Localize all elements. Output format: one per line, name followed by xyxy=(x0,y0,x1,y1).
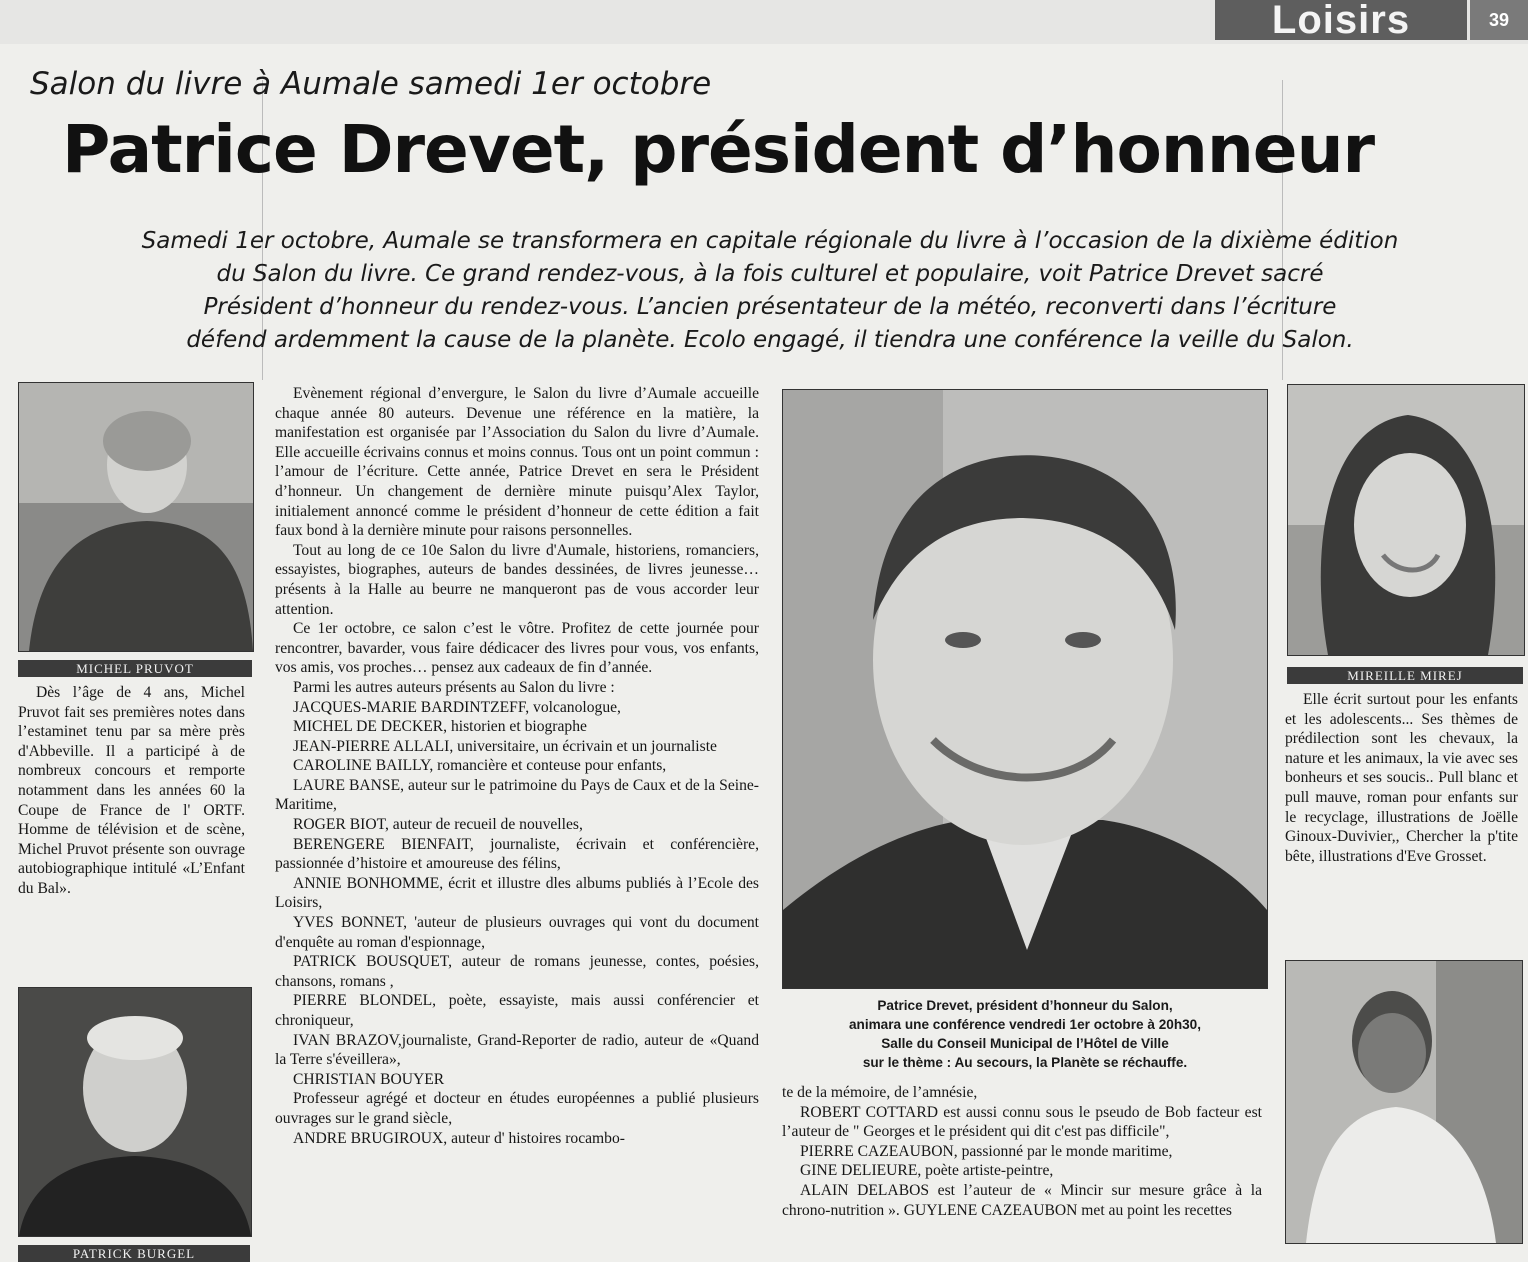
paragraph: ROBERT COTTARD est aussi connu sous le pseudo de Bob facteur est l’auteur de " Georges et le président qui dit c'est pas difficile", xyxy=(782,1103,1262,1141)
article-headline: Patrice Drevet, président d’honneur xyxy=(62,111,1375,188)
photo-label: PATRICK BURGEL xyxy=(18,1245,250,1262)
paragraph: te de la mémoire, de l’amnésie, xyxy=(782,1084,978,1101)
portrait-photo-michel-pruvot xyxy=(18,382,254,652)
sidebar-left-text xyxy=(18,683,245,899)
caption-line: animara une conférence vendredi 1er octobre à 20h30, xyxy=(848,1017,1202,1032)
paragraph: Elle écrit surtout pour les enfants et les adolescents... Ses thèmes de prédilection sont les chevaux, la nature et les animaux, la vie avec ses bonheurs et ses soucis.. Pull blanc et pull mauve, roman pour enfants sur le recyclage, illustrations de Joëlle Ginoux-Duvivier,, Chercher la p'tite bête, illustrations d'Eve Grosset. xyxy=(1285,691,1518,865)
article-standfirst xyxy=(20,225,1520,357)
paragraph: GINE DELIEURE, poète artiste-peintre, xyxy=(800,1162,1054,1180)
paragraph: ALAIN DELABOS est l’auteur de « Mincir sur mesure grâce à la chrono-nutrition ». GUYLENE CAZEAUBON met au point les recettes xyxy=(782,1181,1262,1219)
paragraph: PIERRE BLONDEL, poète, essayiste, mais aussi conférencier et chroniqueur, xyxy=(275,992,759,1029)
portrait-photo-patrice-drevet xyxy=(782,389,1268,989)
paragraph: ANNIE BONHOMME, écrit et illustre dles albums publiés à l’Ecole des Loisirs, xyxy=(275,874,759,912)
paragraph: PIERRE CAZEAUBON, passionné par le monde maritime, xyxy=(800,1142,1173,1160)
article-body-main xyxy=(275,384,759,1148)
paragraph: YVES BONNET, 'auteur de plusieurs ouvrages qui vont du document d'enquête au roman d'espionnage, xyxy=(275,914,759,951)
portrait-photo-patrick-burgel xyxy=(18,987,252,1237)
caption-line: Patrice Drevet, président d’honneur du Salon, xyxy=(877,998,1173,1013)
paragraph: JACQUES-MARIE BARDINTZEFF, volcanologue, xyxy=(293,698,621,716)
standfirst-line: défend ardemment la cause de la planète. Ecolo engagé, il tiendra une conférence la veille du Salon. xyxy=(186,327,1354,353)
page-number: 39 xyxy=(1470,0,1528,40)
portrait-photo-chef xyxy=(1285,960,1523,1244)
paragraph: LAURE BANSE, auteur sur le patrimoine du Pays de Caux et de la Seine-Maritime, xyxy=(275,776,759,814)
standfirst-line: Samedi 1er octobre, Aumale se transformera en capitale régionale du livre à l’occasion de la dixième édition xyxy=(141,228,1399,254)
main-photo-caption xyxy=(790,996,1260,1072)
paragraph: MICHEL DE DECKER, historien et biographe xyxy=(293,718,587,736)
paragraph: Evènement régional d’envergure, le Salon du livre d’Aumale accueille chaque année 80 auteurs. Devenue une référence en la matière, la manifestation est organisée par l’Association du Salon du livre d’Aumale. Elle accueille écrivains connus et moins connus. Tous ont un point commun : l’amour de l’écriture. Cette année, Patrice Drevet en sera le Président d’honneur. Un changement de dernière minute puisqu’Alex Taylor, initialement annoncé comme le président d’honneur de cette édition a fait faux bond à la dernière minute pour raisons personnelles. xyxy=(275,385,759,540)
section-title: Loisirs xyxy=(1215,0,1467,40)
paragraph: CHRISTIAN BOUYER xyxy=(293,1070,445,1088)
photo-label: MICHEL PRUVOT xyxy=(18,660,252,677)
standfirst-line: du Salon du livre. Ce grand rendez-vous, à la fois culturel et populaire, voit Patrice Drevet sacré xyxy=(216,261,1324,287)
paragraph: PATRICK BOUSQUET, auteur de romans jeunesse, contes, poésies, chansons, romans , xyxy=(275,953,759,990)
paragraph: IVAN BRAZOV,journaliste, Grand-Reporter de radio, auteur de «Quand la Terre s'éveillera», xyxy=(275,1031,759,1069)
paragraph: Ce 1er octobre, ce salon c’est le vôtre. Profitez de cette journée pour rencontrer, bavarder, vous faire dédicacer des livres pour vous, vos enfants, vos amis, vos proches… pensez aux cadeaux de fin d’année. xyxy=(275,620,759,677)
caption-line: sur le thème : Au secours, la Planète se réchauffe. xyxy=(862,1055,1188,1070)
paragraph: CAROLINE BAILLY, romancière et conteuse pour enfants, xyxy=(293,757,667,775)
paragraph: Professeur agrégé et docteur en études européennes a publié plusieurs ouvrages sur le grand siècle, xyxy=(275,1090,759,1127)
sidebar-right-text xyxy=(1285,690,1518,866)
paragraph: Dès l’âge de 4 ans, Michel Pruvot fait ses premières notes dans l’estaminet tenu par sa mère près d'Abbeville. Il a participé à de nombreux concours et remporte notamment dans les années 60 la Coupe de France de l' ORTF. Homme de télévision et de scène, Michel Pruvot présente son ouvrage autobiographique intitulé «L’Enfant du Bal». xyxy=(18,684,245,897)
paragraph: ROGER BIOT, auteur de recueil de nouvelles, xyxy=(293,816,583,834)
paragraph: ANDRE BRUGIROUX, auteur d' histoires rocambo- xyxy=(293,1129,625,1147)
caption-line: Salle du Conseil Municipal de l’Hôtel de Ville xyxy=(881,1036,1169,1051)
paragraph: JEAN-PIERRE ALLALI, universitaire, un écrivain et un journaliste xyxy=(293,737,717,755)
paragraph: Parmi les autres auteurs présents au Salon du livre : xyxy=(293,678,615,696)
article-kicker: Salon du livre à Aumale samedi 1er octobre xyxy=(30,66,712,102)
standfirst-line: Président d’honneur du rendez-vous. L’ancien présentateur de la météo, reconverti dans l’écriture xyxy=(203,294,1337,320)
article-body-continued xyxy=(782,1083,1262,1220)
paragraph: BERENGERE BIENFAIT, journaliste, écrivain et conférencière, passionnée d’histoire et amoureuse des félins, xyxy=(275,835,759,873)
photo-label: MIREILLE MIREJ xyxy=(1287,667,1523,684)
portrait-photo-mireille-mirej xyxy=(1287,384,1525,656)
paragraph: Tout au long de ce 10e Salon du livre d'Aumale, historiens, romanciers, essayistes, biographes, auteurs de bandes dessinées, de livres jeunesse… présents à la Halle au beurre ne manqueront pas de vous accorder leur attention. xyxy=(275,541,759,618)
